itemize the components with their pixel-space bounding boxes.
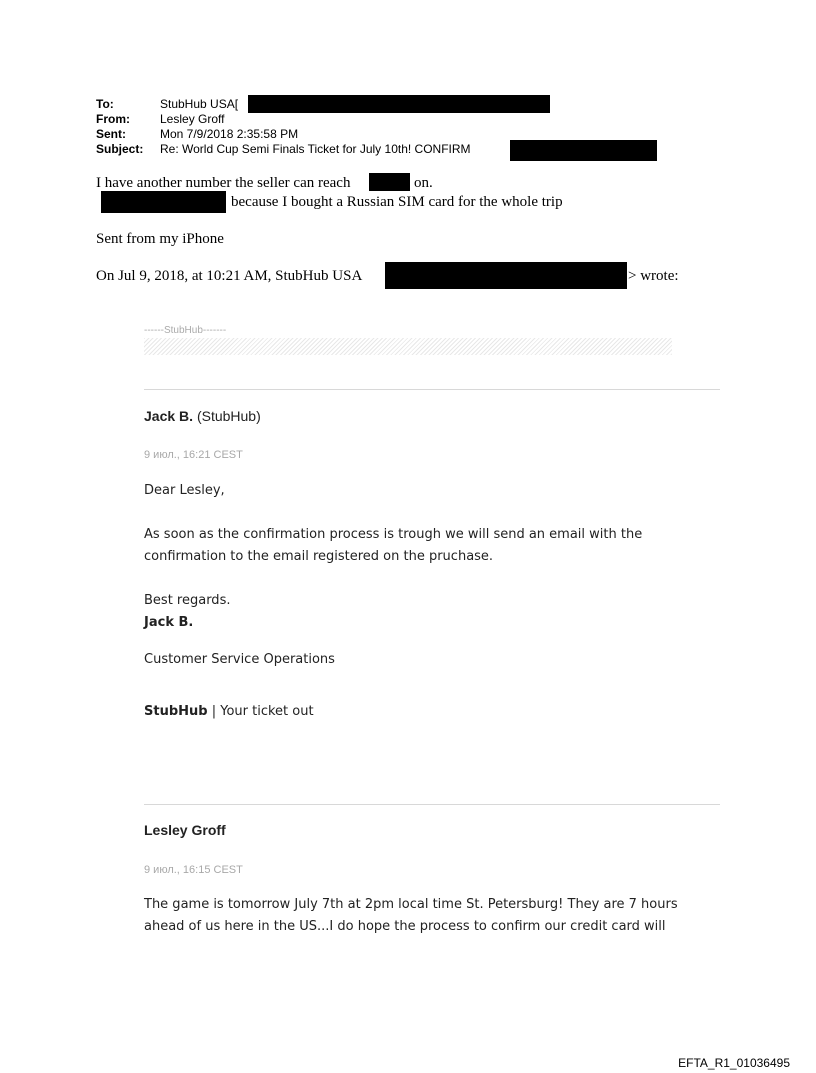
sent-value: Mon 7/9/2018 2:35:58 PM bbox=[160, 127, 299, 141]
reply-line2: because I bought a Russian SIM card for the whole trip bbox=[231, 194, 563, 210]
redaction-phone-label bbox=[369, 173, 410, 191]
message2-body-line1: The game is tomorrow July 7th at 2pm local time St. Petersburg! They are 7 hours bbox=[144, 897, 678, 912]
subject-label: Subject: bbox=[96, 142, 144, 156]
to-label: To: bbox=[96, 97, 114, 111]
quote-intro-part2: > wrote: bbox=[628, 268, 679, 284]
message2-timestamp: 9 июл., 16:15 CEST bbox=[144, 864, 243, 876]
reply-line1-part2: on. bbox=[414, 175, 433, 191]
message-divider-2 bbox=[144, 804, 720, 805]
message1-body-line2: confirmation to the email registered on the pruchase. bbox=[144, 549, 494, 564]
redaction-sender-email bbox=[385, 262, 627, 289]
message1-brand-line bbox=[144, 704, 314, 719]
message1-sign-name: Jack B. bbox=[144, 615, 194, 630]
reply-line1-part1: I have another number the seller can reach bbox=[96, 175, 351, 191]
message1-author-org: (StubHub) bbox=[196, 408, 261, 424]
redaction-to bbox=[248, 95, 550, 113]
message-divider-1 bbox=[144, 389, 720, 390]
message1-author bbox=[144, 408, 261, 424]
quote-intro-part1: On Jul 9, 2018, at 10:21 AM, StubHub USA bbox=[96, 268, 363, 284]
sent-label: Sent: bbox=[96, 127, 126, 141]
message1-sign-dept: Customer Service Operations bbox=[144, 652, 335, 667]
message1-body-line1: As soon as the confirmation process is trough we will send an email with the bbox=[144, 527, 643, 542]
stubhub-separator: ------StubHub------- bbox=[144, 325, 227, 336]
reply-signature: Sent from my iPhone bbox=[96, 231, 224, 247]
stubhub-tagline: | Your ticket out bbox=[211, 704, 314, 719]
message1-author-name: Jack B. bbox=[144, 408, 194, 424]
from-label: From: bbox=[96, 112, 130, 126]
subject-value: Re: World Cup Semi Finals Ticket for July 10th! CONFIRM bbox=[160, 142, 471, 156]
stubhub-brand: StubHub bbox=[144, 704, 208, 719]
message1-timestamp: 9 июл., 16:21 CEST bbox=[144, 449, 243, 461]
to-value: StubHub USA[ bbox=[160, 97, 239, 111]
message1-greeting: Dear Lesley, bbox=[144, 483, 225, 498]
bates-number: EFTA_R1_01036495 bbox=[678, 1056, 790, 1070]
hidden-text-bar bbox=[144, 338, 672, 355]
message1-closing: Best regards. bbox=[144, 593, 231, 608]
message2-body-line2: ahead of us here in the US...I do hope the process to confirm our credit card will bbox=[144, 919, 666, 934]
redaction-subject bbox=[510, 140, 657, 161]
message2-author-name: Lesley Groff bbox=[144, 822, 226, 838]
redaction-phone-number bbox=[101, 191, 226, 213]
from-value: Lesley Groff bbox=[160, 112, 225, 126]
